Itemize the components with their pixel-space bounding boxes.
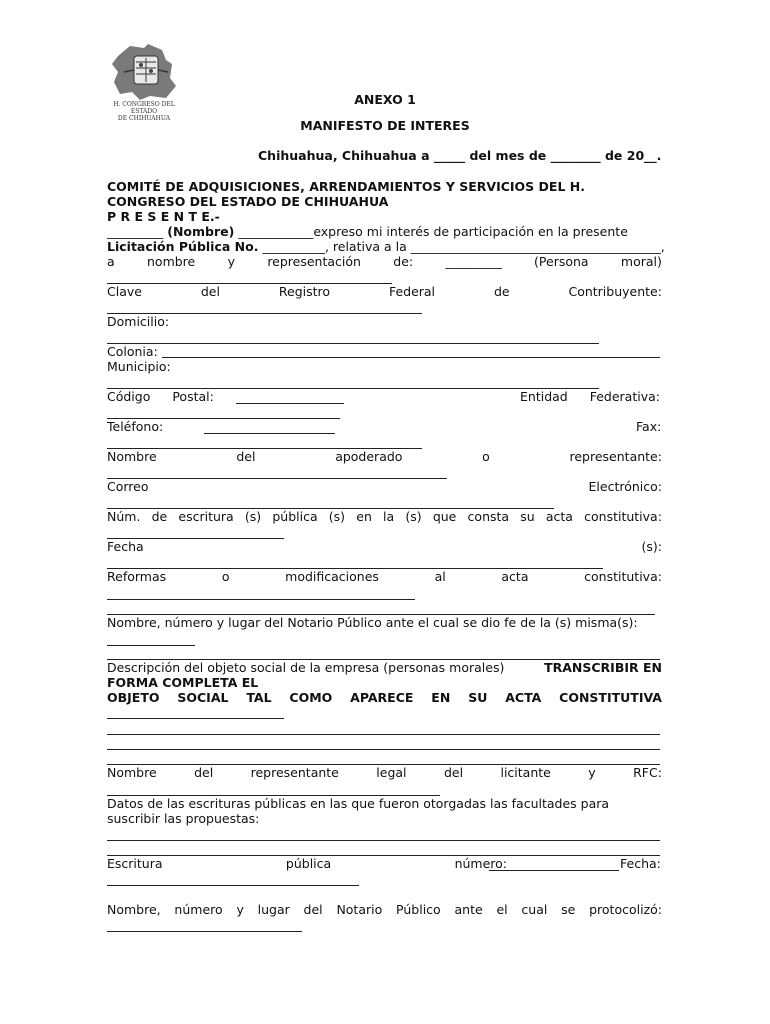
public-deed-line	[107, 856, 507, 871]
word: (s)	[405, 509, 422, 524]
notary-blank[interactable]	[107, 645, 195, 646]
word: o	[221, 569, 230, 584]
word: del	[200, 284, 220, 299]
word: Fecha	[107, 539, 144, 554]
word: acta	[545, 509, 573, 524]
description-line	[107, 660, 662, 675]
place-date: Chihuahua, Chihuahua a _____ del mes de ________ de 20__.	[258, 148, 662, 163]
corporate-purpose-line	[107, 690, 662, 705]
word: consta	[467, 509, 510, 524]
protocol-notary-line	[107, 902, 662, 917]
interest-line	[107, 224, 628, 239]
attorney-line	[107, 449, 662, 464]
addressee-line3: P R E S E N T E.-	[107, 209, 220, 224]
word: acta	[501, 569, 529, 584]
word: (s)	[244, 509, 262, 524]
deed-number-line	[107, 509, 662, 524]
addressee-line2: CONGRESO DEL ESTADO DE CHIHUAHUA	[107, 194, 389, 209]
state-label	[520, 389, 660, 404]
phone-blank[interactable]	[204, 433, 335, 434]
word: Contribuyente:	[568, 284, 662, 299]
date-line	[107, 539, 662, 554]
email-line	[107, 479, 662, 494]
word: y	[236, 902, 244, 917]
powers-deed-line1: Datos de las escrituras públicas en las que fueron otorgadas las facultades para	[107, 796, 610, 811]
word: Escritura	[107, 856, 163, 871]
postal-code-label	[107, 389, 214, 404]
powers-blank-1[interactable]	[107, 840, 660, 841]
word: representante	[250, 765, 339, 780]
word: Federal	[388, 284, 436, 299]
public-deed-date-blank[interactable]	[107, 885, 359, 886]
word: RFC:	[633, 765, 662, 780]
fax-label: Fax:	[636, 419, 662, 434]
word: _________	[445, 254, 502, 269]
word: Código	[107, 389, 151, 404]
description-bold-2: FORMA COMPLETA EL	[107, 675, 259, 690]
colonia-blank[interactable]	[162, 357, 660, 358]
word: que	[432, 509, 457, 524]
domicilio-label: Domicilio:	[107, 314, 170, 329]
annex-title: ANEXO 1	[354, 92, 416, 107]
purpose-blank-3[interactable]	[107, 749, 660, 750]
domicilio-blank[interactable]	[107, 343, 599, 344]
description-bold: TRANSCRIBIR EN	[544, 660, 662, 675]
public-deed-date-label: Fecha:	[620, 856, 661, 871]
word: al	[434, 569, 446, 584]
word: APARECE	[350, 690, 414, 705]
word: SU	[468, 690, 488, 705]
postal-code-blank[interactable]	[236, 403, 344, 404]
word: a	[107, 254, 115, 269]
word: y	[227, 254, 235, 269]
word: y	[588, 765, 596, 780]
interest-name-label: (Nombre)	[167, 224, 235, 239]
protocol-notary-blank[interactable]	[107, 931, 302, 932]
tender-line	[107, 239, 665, 254]
rfc-line	[107, 284, 662, 299]
word: SOCIAL	[177, 690, 229, 705]
colonia-label: Colonia:	[107, 344, 158, 359]
word: número	[174, 902, 223, 917]
amendments-blank[interactable]	[107, 599, 415, 600]
word: (Persona	[534, 254, 589, 269]
word: Nombre	[107, 765, 157, 780]
word: nombre	[147, 254, 196, 269]
word: en	[356, 509, 372, 524]
word: pública	[272, 509, 318, 524]
word: número:	[454, 856, 507, 871]
word: constitutiva:	[584, 569, 662, 584]
powers-deed-line2: suscribir las propuestas:	[107, 811, 260, 826]
word: de:	[393, 254, 414, 269]
word: cual	[521, 902, 548, 917]
word: de	[493, 284, 510, 299]
word: Nombre	[107, 449, 157, 464]
word: Clave	[107, 284, 142, 299]
word: TAL	[246, 690, 272, 705]
word: su	[520, 509, 535, 524]
word: Público	[396, 902, 441, 917]
word: ACTA	[505, 690, 542, 705]
word: se	[561, 902, 576, 917]
word: EN	[431, 690, 451, 705]
municipio-label: Municipio:	[107, 359, 171, 374]
word: del	[194, 765, 214, 780]
word: Federativa:	[589, 389, 660, 404]
word: escritura	[178, 509, 234, 524]
word: Notario	[336, 902, 383, 917]
word: Entidad	[520, 389, 568, 404]
word: la	[383, 509, 395, 524]
word: el	[496, 902, 508, 917]
word: representante:	[569, 449, 662, 464]
word: moral)	[620, 254, 662, 269]
word: Núm.	[107, 509, 141, 524]
tender-text: __________, relativa a la ________________________________________,	[262, 239, 665, 254]
interest-blank: _________	[107, 224, 164, 239]
word: Correo	[107, 479, 149, 494]
word: licitante	[500, 765, 551, 780]
word: ante	[454, 902, 483, 917]
word: legal	[376, 765, 407, 780]
tender-label: Licitación Pública No.	[107, 239, 259, 254]
word: del	[303, 902, 323, 917]
word: Postal:	[172, 389, 214, 404]
addressee-line1: COMITÉ DE ADQUISICIONES, ARRENDAMIENTOS Y SERVICIOS DEL H.	[107, 179, 585, 194]
document-title: MANIFESTO DE INTERES	[300, 118, 470, 133]
word: lugar	[257, 902, 290, 917]
word: CONSTITUTIVA	[559, 690, 662, 705]
public-deed-number-blank[interactable]	[489, 870, 619, 871]
interest-text: ____________expreso mi interés de participación en la presente	[238, 224, 628, 239]
logo-caption-line1: H. CONGRESO DEL ESTADO	[113, 101, 175, 115]
word: Reformas	[107, 569, 167, 584]
representation-line	[107, 254, 662, 269]
purpose-blank-2[interactable]	[107, 734, 660, 735]
legal-rep-line	[107, 765, 662, 780]
word: Electrónico:	[588, 479, 662, 494]
word: modificaciones	[285, 569, 379, 584]
word: del	[443, 765, 464, 780]
description-text: Descripción del objeto social de la empresa (personas morales)	[107, 660, 505, 675]
amendments-line	[107, 569, 662, 584]
word: COMO	[289, 690, 333, 705]
word: constitutiva:	[584, 509, 662, 524]
word: del	[236, 449, 256, 464]
word: apoderado	[335, 449, 403, 464]
word: pública	[285, 856, 332, 871]
word: OBJETO	[107, 690, 160, 705]
phone-label: Teléfono:	[107, 419, 164, 434]
logo-caption-line2: DE CHIHUAHUA	[117, 115, 171, 122]
word: Nombre,	[107, 902, 161, 917]
notary-label: Nombre, número y lugar del Notario Público ante el cual se dio fe de la (s) misma(s):	[107, 615, 638, 630]
word: o	[482, 449, 490, 464]
word: (s):	[641, 539, 662, 554]
word: protocolizó:	[589, 902, 662, 917]
word: (s)	[328, 509, 346, 524]
word: representación	[267, 254, 361, 269]
word: Registro	[278, 284, 331, 299]
word: de	[151, 509, 168, 524]
purpose-blank-1[interactable]	[107, 718, 284, 719]
